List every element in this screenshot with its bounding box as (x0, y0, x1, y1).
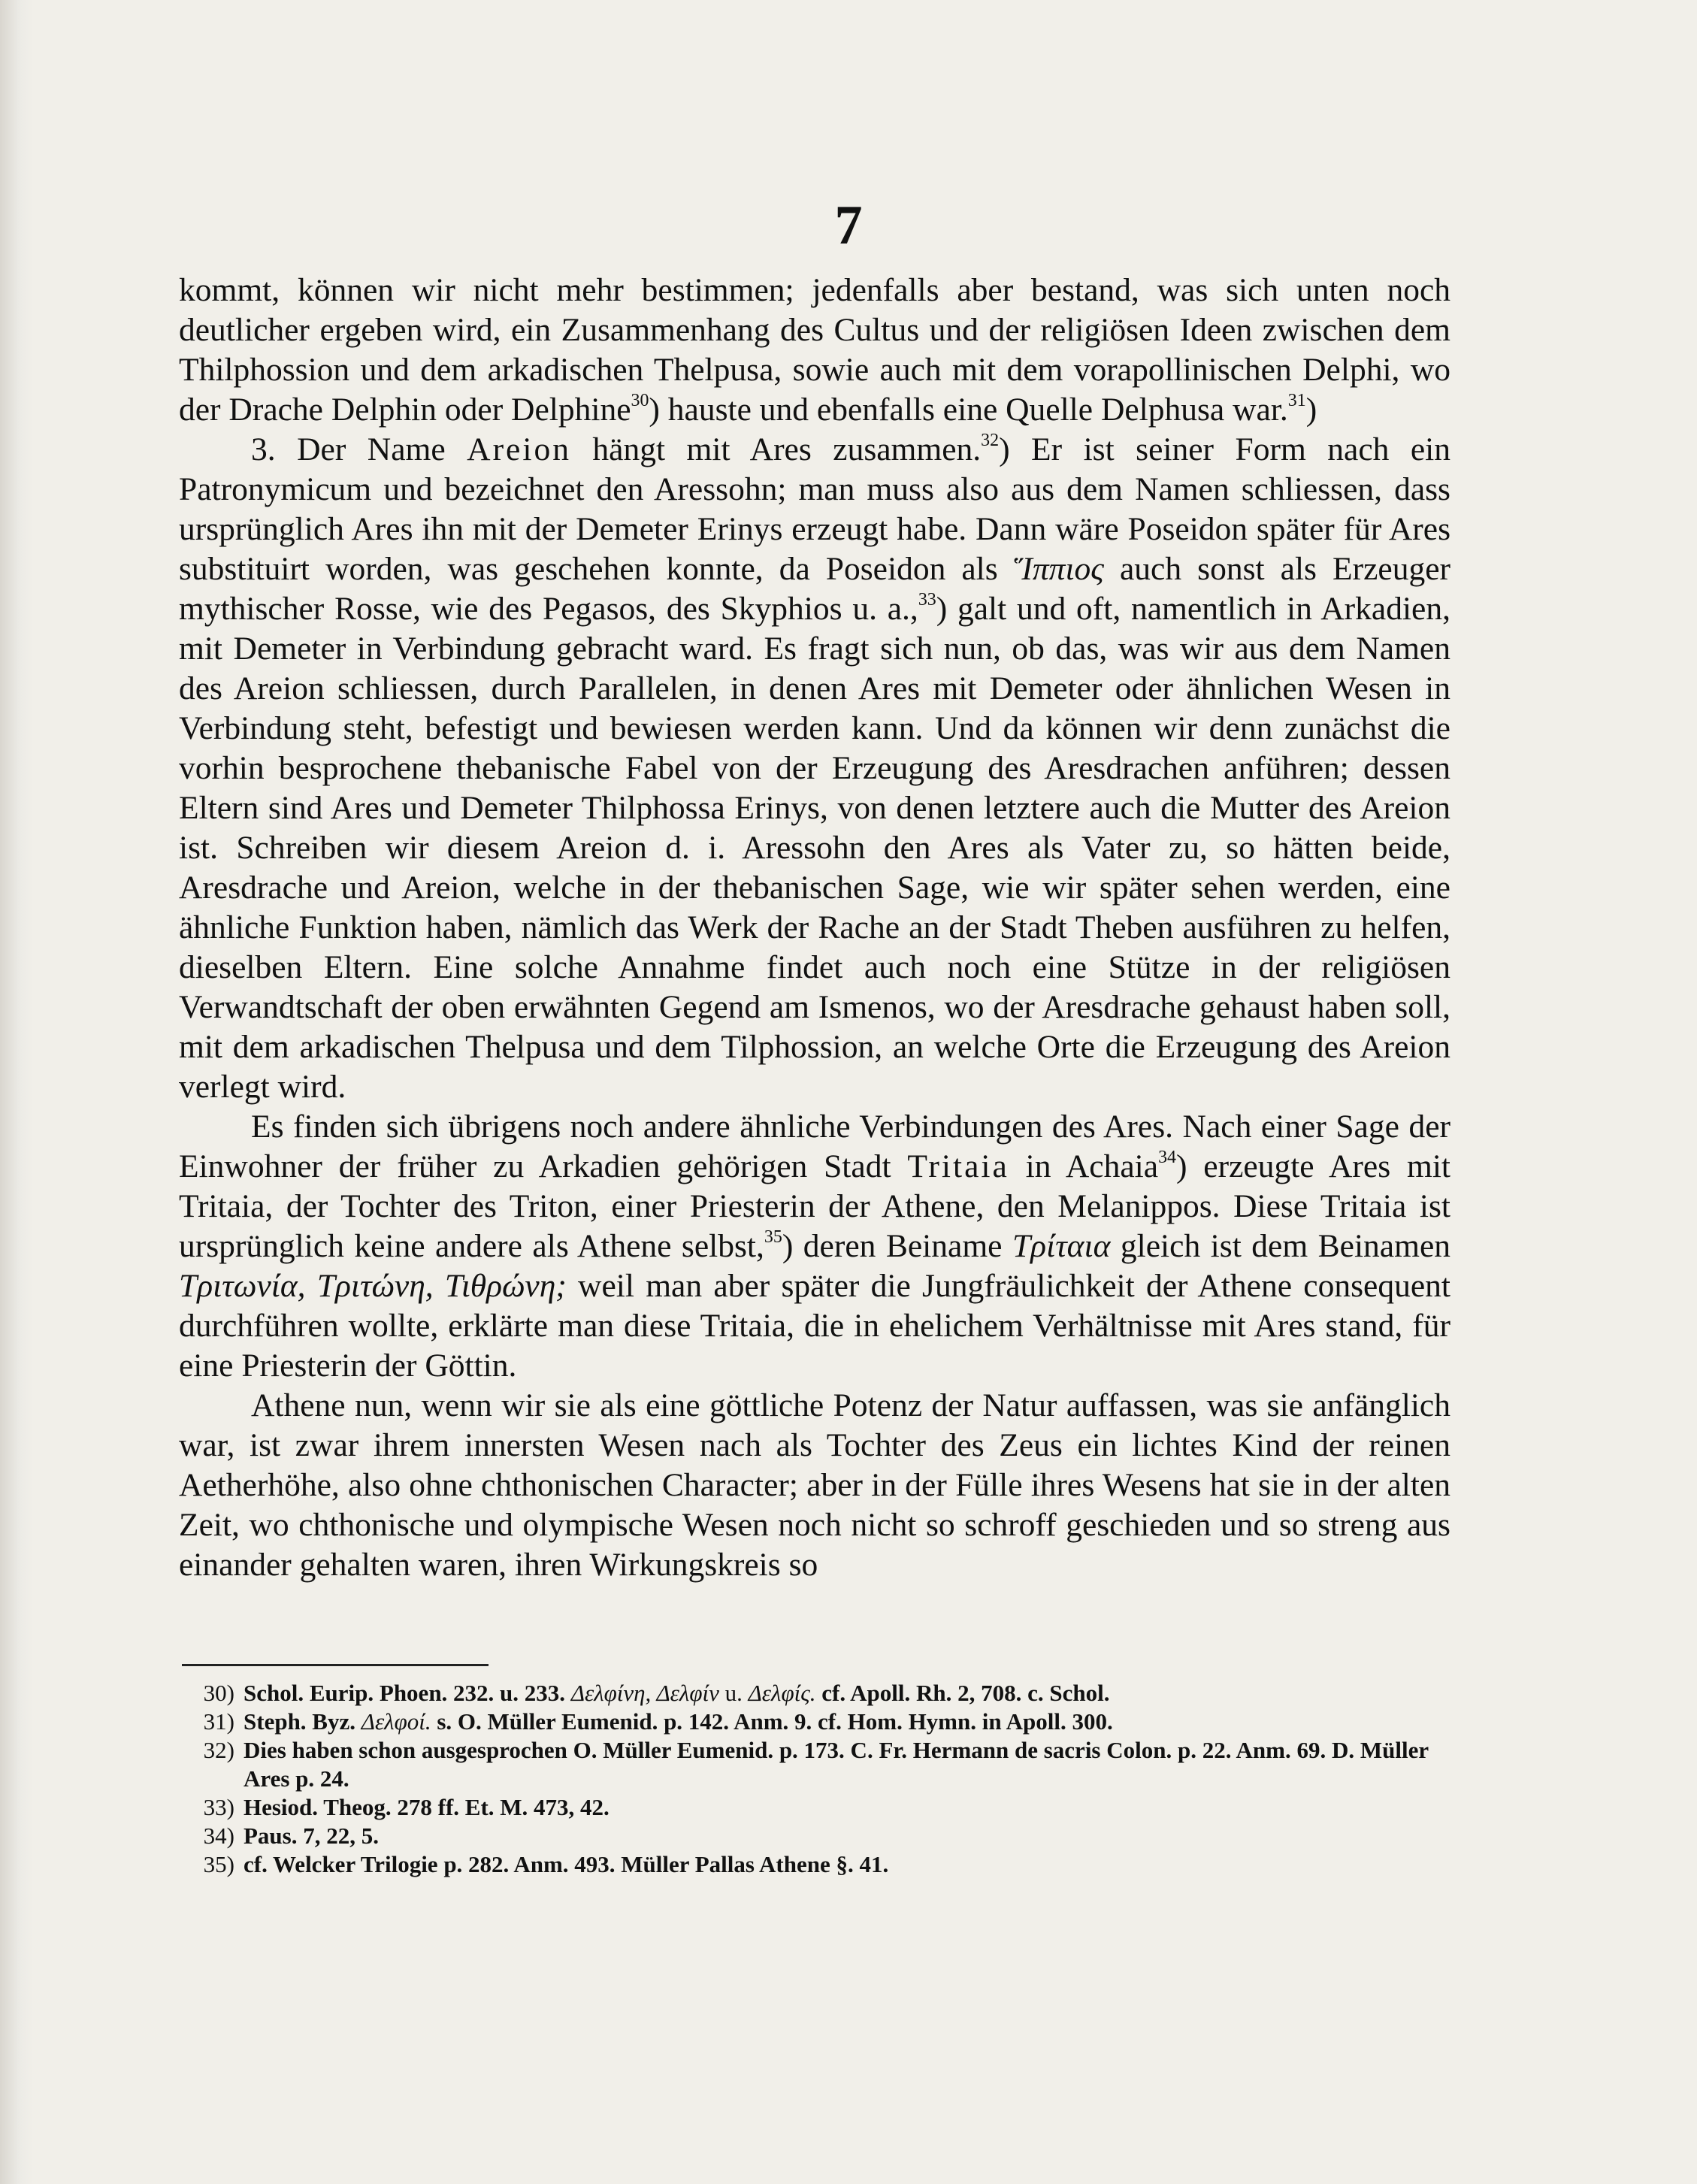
text-segment: Δελφοί. (361, 1708, 431, 1735)
footnotes (179, 1679, 1450, 1879)
footnote-marker: 30) (203, 1680, 234, 1706)
text-segment: Tritaia (907, 1148, 1009, 1184)
text-segment: weil man aber später die Jungfräulichkeit der Athene consequent durchführen wollte, erklärte man diese Tritaia, die in ehelichem Verhältnisse mit Ares stand, für eine Priesterin der Göttin. (179, 1268, 1450, 1384)
footnote-separator (182, 1664, 489, 1666)
main-text (179, 271, 1450, 1585)
text-segment: Steph. Byz. (244, 1708, 361, 1735)
text-segment: ) galt und oft, namentlich in Arkadien, mit Demeter in Verbindung gebracht ward. Es fragt sich nun, ob das, was wir aus dem Namen des Areion schliessen, durch Parallelen, in denen Ares mit Demeter oder ähnlichen Wesen in Verbindung steht, befestigt und bewiesen werden kann. Und da können wir denn zunächst die vorhin besprochene thebanische Fabel von der Erzeugung des Aresdrachen anführen; dessen Eltern sind Ares und Demeter Thilphossa Erinys, von denen letztere auch die Mutter des Areion ist. Schreiben wir diesem Areion d. i. Aressohn den Ares als Vater zu, so hätten beide, Aresdrache und Areion, welche in der thebanischen Sage, wie wir später sehen werden, eine ähnliche Funktion haben, nämlich das Werk der Rache an der Stadt Theben ausführen zu helfen, dieselben Eltern. Eine solche Annahme findet auch noch eine Stütze in der religiösen Verwandtschaft der oben erwähnten Gegend am Ismenos, wo der Aresdrache gehaust haben soll, mit dem arkadischen Thelpusa und dem Tilphossion, an welche Orte die Erzeugung des Areion verlegt wird. (179, 591, 1450, 1105)
footnote-marker: 32) (203, 1737, 234, 1763)
text-segment: Τριτωνία, Τριτώνη, Τιθρώνη; (179, 1268, 567, 1304)
footnote-marker: 34) (203, 1823, 234, 1849)
footnote-marker: 35) (203, 1851, 234, 1877)
footnote-marker: 31) (203, 1708, 234, 1735)
footnote (179, 1793, 1450, 1822)
footnote (179, 1736, 1450, 1793)
footnote-reference: 32 (981, 430, 1000, 450)
text-segment: ) Er ist seiner Form nach ein Patronymicum und bezeichnet den Aressohn; man muss also aus dem Namen schliessen, dass ursprünglich Ares ihn mit der Demeter Erinys erzeugt habe. Dann wäre Poseidon später für Ares substituirt worden, was geschehen konnte, da Poseidon als (179, 431, 1450, 587)
page-number: 7 (834, 195, 863, 256)
footnote (179, 1822, 1450, 1850)
footnote-reference: 30 (631, 390, 649, 410)
text-segment: Paus. 7, 22, 5. (244, 1823, 379, 1849)
text-segment: Ἵππιος (1013, 551, 1104, 587)
text-segment: ) (1305, 392, 1317, 428)
text-segment: Τρίταια (1012, 1228, 1111, 1264)
text-segment: auch sonst als Erzeuger mythischer Rosse, wie des Pegasos, des Skyphios u. a., (179, 551, 1450, 627)
footnote (179, 1679, 1450, 1708)
footnote-reference: 33 (918, 589, 936, 610)
text-segment: s. O. Müller Eumenid. p. 142. Anm. 9. cf. Hom. Hymn. in Apoll. 300. (431, 1708, 1113, 1735)
footnote (179, 1850, 1450, 1879)
text-segment: Athene nun, wenn wir sie als eine göttliche Potenz der Natur auffassen, was sie anfänglich war, ist zwar ihrem innersten Wesen nach als Tochter des Zeus ein lichtes Kind der reinen Aetherhöhe, also ohne chthonischen Character; aber in der Fülle ihres Wesens hat sie in der alten Zeit, wo chthonische und olympische Wesen noch nicht so schroff geschieden und so streng aus einander gehalten waren, ihren Wirkungskreis so (179, 1387, 1450, 1583)
text-segment: Δελφίς. (748, 1680, 816, 1706)
text-segment: cf. Welcker Trilogie p. 282. Anm. 493. Müller Pallas Athene §. 41. (244, 1851, 889, 1877)
footnote-reference: 35 (764, 1227, 782, 1247)
text-segment: cf. Apoll. Rh. 2, 708. c. Schol. (815, 1680, 1110, 1706)
text-segment: Areion (467, 431, 571, 467)
footnote-marker: 33) (203, 1794, 234, 1820)
text-segment: kommt, können wir nicht mehr bestimmen; jedenfalls aber bestand, was sich unten noch deutlicher ergeben wird, ein Zusammenhang des Cultus und der religiösen Ideen zwischen dem Thilphossion und dem arkadischen Thelpusa, sowie auch mit dem vorapollinischen Delphi, wo der Drache Delphin oder Delphine (179, 272, 1450, 428)
text-segment: 3. Der Name (251, 431, 467, 467)
paragraph (179, 1386, 1450, 1585)
page-binding-edge (0, 0, 33, 2184)
text-segment: hängt mit Ares zusammen. (570, 431, 982, 467)
text-segment: u. (718, 1680, 749, 1706)
paragraph (179, 430, 1450, 1107)
text-segment: gleich ist dem Beinamen (1110, 1228, 1451, 1264)
footnote-reference: 31 (1287, 390, 1306, 410)
text-segment: ) hauste und ebenfalls eine Quelle Delphusa war. (649, 392, 1288, 428)
text-segment: ) erzeugte Ares mit Tritaia, der Tochter des Triton, einer Priesterin der Athene, den Melanippos. Diese Tritaia ist ursprünglich keine andere als Athene selbst, (179, 1148, 1450, 1264)
text-segment: Schol. Eurip. Phoen. 232. u. 233. (244, 1680, 571, 1706)
text-segment: Dies haben schon ausgesprochen O. Müller Eumenid. p. 173. C. Fr. Hermann de sacris Colon. p. 22. Anm. 69. D. Müller Ares p. 24. (244, 1737, 1429, 1792)
text-segment: Hesiod. Theog. 278 ff. Et. M. 473, 42. (244, 1794, 610, 1820)
text-segment: Δελφίνη, Δελφίν (570, 1680, 719, 1706)
paragraph (179, 271, 1450, 430)
paragraph (179, 1107, 1450, 1386)
text-segment: in Achaia (1009, 1148, 1159, 1184)
text-segment: Es finden sich übrigens noch andere ähnliche Verbindungen des Ares. Nach einer Sage der Einwohner der früher zu Arkadien gehörigen Stadt (179, 1109, 1450, 1184)
text-segment: ) deren Beiname (782, 1228, 1012, 1264)
footnote-reference: 34 (1158, 1147, 1176, 1167)
footnote (179, 1708, 1450, 1736)
